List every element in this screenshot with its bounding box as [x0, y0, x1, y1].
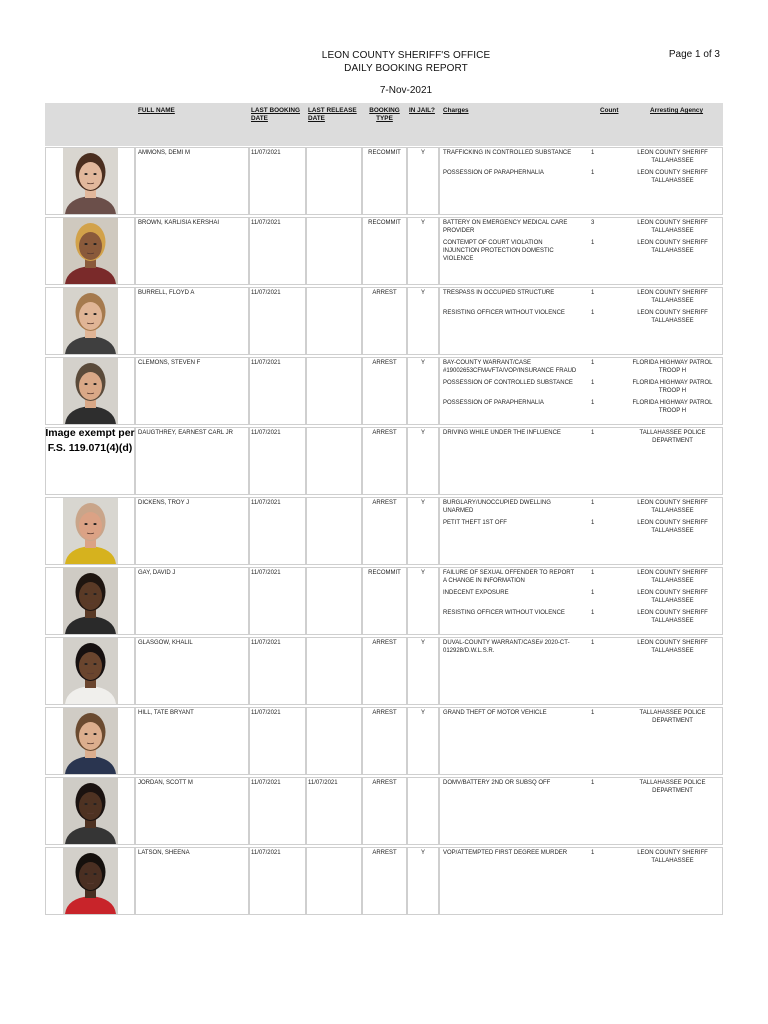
inmate-name: JORDAN, SCOTT M: [138, 780, 193, 786]
table-row: [45, 707, 723, 775]
arresting-agency: [625, 239, 720, 255]
cell-rdate: [306, 287, 362, 355]
booking-type: ARREST: [372, 640, 397, 646]
charge-text: RESISTING OFFICER WITHOUT VIOLENCE: [443, 310, 565, 316]
cell-rdate: [306, 707, 362, 775]
last-booking-date: 11/07/2021: [251, 710, 281, 716]
agency-line1: LEON COUNTY SHERIFF: [637, 500, 708, 506]
arresting-agency: [625, 499, 720, 515]
inmate-name: DICKENS, TROY J: [138, 500, 190, 506]
charge-count: 1: [591, 170, 595, 176]
cell-bdate: [249, 147, 306, 215]
col-in-jail: IN JAIL?: [409, 107, 435, 114]
arresting-agency: [625, 169, 720, 185]
cell-type: [362, 287, 407, 355]
charge-text: DOMV/BATTERY 2ND OR SUBSQ OFF: [443, 780, 551, 786]
report-date: 7-Nov-2021: [379, 85, 433, 96]
agency-line1: FLORIDA HIGHWAY PATROL: [632, 380, 713, 386]
cell-rdate: [306, 147, 362, 215]
agency-line1: LEON COUNTY SHERIFF: [637, 850, 708, 856]
charge-text: BURGLARY/UNOCCUPIED DWELLING UNARMED: [443, 500, 551, 514]
cell-jail: [407, 427, 439, 495]
inmate-name: BURRELL, FLOYD A: [138, 290, 195, 296]
col-last-booking-line1: LAST BOOKING: [251, 107, 300, 114]
agency-line1: LEON COUNTY SHERIFF: [637, 170, 708, 176]
cell-jail: [407, 707, 439, 775]
charge-count: 1: [591, 500, 595, 506]
table-row: [45, 147, 723, 215]
booking-type: RECOMMIT: [368, 570, 401, 576]
agency-line2: TROOP H: [658, 388, 687, 394]
arresting-agency: [625, 379, 720, 395]
charge-text: VOP/ATTEMPTED FIRST DEGREE MURDER: [443, 850, 568, 856]
booking-type: ARREST: [372, 430, 397, 436]
cell-jail: [407, 287, 439, 355]
booking-photo: [63, 638, 118, 704]
cell-bdate: [249, 217, 306, 285]
cell-name: [135, 497, 249, 565]
column-header-bar: [45, 103, 723, 146]
charge-count: 1: [591, 360, 595, 366]
cell-jail: [407, 777, 439, 845]
cell-name: [135, 847, 249, 915]
charge-count: 1: [591, 380, 595, 386]
agency-line1: LEON COUNTY SHERIFF: [637, 290, 708, 296]
in-jail-flag: Y: [420, 570, 425, 576]
booking-photo: [63, 568, 118, 634]
agency-line1: TALLAHASSEE POLICE: [639, 430, 706, 436]
arresting-agency: [625, 589, 720, 605]
agency-line1: TALLAHASSEE POLICE: [639, 780, 706, 786]
agency-line2: TALLAHASSEE: [651, 858, 694, 864]
charge-count: 3: [591, 220, 595, 226]
cell-type: [362, 427, 407, 495]
cell-bdate: [249, 497, 306, 565]
table-row: [45, 357, 723, 425]
agency-line2: TALLAHASSEE: [651, 318, 694, 324]
booking-type: ARREST: [372, 710, 397, 716]
col-full-name: FULL NAME: [138, 107, 175, 114]
col-count: Count: [600, 107, 619, 114]
exempt-line1: Image exempt per: [45, 427, 135, 439]
agency-line2: TALLAHASSEE: [651, 508, 694, 514]
cell-name: [135, 637, 249, 705]
arresting-agency: [625, 709, 720, 725]
arresting-agency: [625, 569, 720, 585]
cell-jail: [407, 217, 439, 285]
col-booking-type: [362, 107, 407, 123]
booking-photo: [63, 358, 118, 424]
arresting-agency: [625, 639, 720, 655]
cell-name: [135, 567, 249, 635]
cell-bdate: [249, 847, 306, 915]
inmate-name: DAUGTHREY, EARNEST CARL JR: [138, 430, 233, 436]
inmate-name: GAY, DAVID J: [138, 570, 176, 576]
arresting-agency: [625, 519, 720, 535]
booking-photo: [63, 708, 118, 774]
charge-text: BATTERY ON EMERGENCY MEDICAL CARE PROVIDER: [443, 220, 568, 234]
agency-line1: LEON COUNTY SHERIFF: [637, 240, 708, 246]
charge-text: POSSESSION OF PARAPHERNALIA: [443, 170, 544, 176]
table-row: [45, 847, 723, 915]
table-row: [45, 287, 723, 355]
charge-text: TRAFFICKING IN CONTROLLED SUBSTANCE: [443, 150, 572, 156]
agency-line2: TALLAHASSEE: [651, 298, 694, 304]
charge-count: 1: [591, 400, 595, 406]
inmate-name: LATSON, SHEENA: [138, 850, 190, 856]
booking-type: ARREST: [372, 780, 397, 786]
agency-line2: TALLAHASSEE: [651, 528, 694, 534]
cell-jail: [407, 637, 439, 705]
table-row: [45, 497, 723, 565]
charge-text: POSSESSION OF PARAPHERNALIA: [443, 400, 544, 406]
charge-count: 1: [591, 150, 595, 156]
cell-jail: [407, 147, 439, 215]
cell-type: [362, 847, 407, 915]
cell-rdate: [306, 637, 362, 705]
col-last-booking-date: [251, 107, 300, 123]
booking-type: ARREST: [372, 290, 397, 296]
last-booking-date: 11/07/2021: [251, 850, 281, 856]
agency-line1: LEON COUNTY SHERIFF: [637, 150, 708, 156]
booking-type: RECOMMIT: [368, 220, 401, 226]
booking-photo: [63, 218, 118, 284]
agency-line1: LEON COUNTY SHERIFF: [637, 570, 708, 576]
arresting-agency: [625, 849, 720, 865]
cell-rdate: [306, 847, 362, 915]
agency-line2: TALLAHASSEE: [651, 248, 694, 254]
booking-photo: [63, 498, 118, 564]
charge-text: RESISTING OFFICER WITHOUT VIOLENCE: [443, 610, 565, 616]
agency-line2: DEPARTMENT: [652, 718, 693, 724]
booking-photo: [63, 288, 118, 354]
col-last-release-line2: DATE: [308, 115, 325, 122]
last-booking-date: 11/07/2021: [251, 780, 281, 786]
cell-bdate: [249, 777, 306, 845]
charge-text: PETIT THEFT 1ST OFF: [443, 520, 507, 526]
agency-line2: TROOP H: [658, 368, 687, 374]
arresting-agency: [625, 149, 720, 165]
agency-line1: LEON COUNTY SHERIFF: [637, 220, 708, 226]
table-row: [45, 777, 723, 845]
cell-name: [135, 777, 249, 845]
charge-text: INDECENT EXPOSURE: [443, 590, 509, 596]
charge-text: DUVAL-COUNTY WARRANT/CASE# 2020-CT-012928/D.W.L.S.R.: [443, 640, 570, 654]
cell-name: [135, 217, 249, 285]
cell-rdate: [306, 217, 362, 285]
last-booking-date: 11/07/2021: [251, 570, 281, 576]
last-booking-date: 11/07/2021: [251, 220, 281, 226]
in-jail-flag: Y: [420, 850, 425, 856]
cell-jail: [407, 567, 439, 635]
cell-type: [362, 357, 407, 425]
inmate-name: HILL, TATE BRYANT: [138, 710, 194, 716]
cell-type: [362, 567, 407, 635]
last-release-date: 11/07/2021: [308, 780, 338, 786]
agency-line2: TALLAHASSEE: [651, 158, 694, 164]
charge-count: 1: [591, 610, 595, 616]
table-row: [45, 217, 723, 285]
booking-type: ARREST: [372, 850, 397, 856]
in-jail-flag: Y: [420, 430, 425, 436]
in-jail-flag: Y: [420, 500, 425, 506]
charge-count: 1: [591, 710, 595, 716]
arresting-agency: [625, 219, 720, 235]
charge-text: CONTEMPT OF COURT VIOLATION INJUNCTION PROTECTION DOMESTIC VIOLENCE: [443, 240, 554, 262]
agency-line2: TROOP H: [658, 408, 687, 414]
charge-text: GRAND THEFT OF MOTOR VEHICLE: [443, 710, 547, 716]
cell-type: [362, 217, 407, 285]
agency-line1: FLORIDA HIGHWAY PATROL: [632, 400, 713, 406]
table-row: [45, 567, 723, 635]
org-name: LEON COUNTY SHERIFF'S OFFICE: [321, 50, 491, 61]
col-booking-type-line2: TYPE: [376, 115, 393, 122]
cell-type: [362, 777, 407, 845]
col-last-release-date: [308, 107, 357, 123]
inmate-name: BROWN, KARLISIA KERSHAI: [138, 220, 220, 226]
charge-count: 1: [591, 430, 595, 436]
cell-bdate: [249, 357, 306, 425]
arresting-agency: [625, 609, 720, 625]
booking-photo: [63, 778, 118, 844]
cell-jail: [407, 357, 439, 425]
agency-line1: LEON COUNTY SHERIFF: [637, 310, 708, 316]
agency-line1: LEON COUNTY SHERIFF: [637, 610, 708, 616]
cell-name: [135, 147, 249, 215]
charge-count: 1: [591, 240, 595, 246]
arresting-agency: [625, 289, 720, 305]
image-exempt-notice: [45, 427, 135, 495]
in-jail-flag: Y: [420, 710, 425, 716]
cell-bdate: [249, 707, 306, 775]
last-booking-date: 11/07/2021: [251, 500, 281, 506]
booking-photo: [63, 848, 118, 914]
last-booking-date: 11/07/2021: [251, 640, 281, 646]
last-booking-date: 11/07/2021: [251, 360, 281, 366]
agency-line2: TALLAHASSEE: [651, 598, 694, 604]
agency-line2: TALLAHASSEE: [651, 618, 694, 624]
in-jail-flag: Y: [420, 640, 425, 646]
booking-type: ARREST: [372, 360, 397, 366]
cell-jail: [407, 497, 439, 565]
charge-count: 1: [591, 520, 595, 526]
agency-line1: TALLAHASSEE POLICE: [639, 710, 706, 716]
inmate-name: CLEMONS, STEVEN F: [138, 360, 201, 366]
cell-bdate: [249, 287, 306, 355]
charge-text: BAY-COUNTY WARRANT/CASE #19002653CFMA/FTA/VOP/INSURANCE FRAUD: [443, 360, 577, 374]
charge-text: DRIVING WHILE UNDER THE INFLUENCE: [443, 430, 561, 436]
cell-rdate: [306, 497, 362, 565]
agency-line2: DEPARTMENT: [652, 438, 693, 444]
agency-line2: TALLAHASSEE: [651, 578, 694, 584]
inmate-name: AMMONS, DEMI M: [138, 150, 190, 156]
last-booking-date: 11/07/2021: [251, 430, 281, 436]
last-booking-date: 11/07/2021: [251, 290, 281, 296]
charge-count: 1: [591, 570, 595, 576]
cell-name: [135, 287, 249, 355]
agency-line1: LEON COUNTY SHERIFF: [637, 590, 708, 596]
in-jail-flag: Y: [420, 290, 425, 296]
table-row: [45, 637, 723, 705]
charge-text: POSSESSION OF CONTROLLED SUBSTANCE: [443, 380, 573, 386]
charge-count: 1: [591, 640, 595, 646]
cell-rdate: [306, 777, 362, 845]
cell-bdate: [249, 637, 306, 705]
in-jail-flag: Y: [420, 150, 425, 156]
charge-count: 1: [591, 780, 595, 786]
col-booking-type-line1: BOOKING: [369, 107, 400, 114]
exempt-line2: F.S. 119.071(4)(d): [47, 442, 133, 454]
report-name: DAILY BOOKING REPORT: [344, 63, 468, 74]
booking-type: RECOMMIT: [368, 150, 401, 156]
charge-count: 1: [591, 850, 595, 856]
cell-bdate: [249, 427, 306, 495]
col-arresting-agency: Arresting Agency: [650, 107, 704, 114]
agency-line1: FLORIDA HIGHWAY PATROL: [632, 360, 713, 366]
agency-line2: DEPARTMENT: [652, 788, 693, 794]
charge-text: FAILURE OF SEXUAL OFFENDER TO REPORT A CHANGE IN INFORMATION: [443, 570, 575, 584]
charge-count: 1: [591, 590, 595, 596]
booking-type: ARREST: [372, 500, 397, 506]
arresting-agency: [625, 399, 720, 415]
agency-line2: TALLAHASSEE: [651, 648, 694, 654]
col-last-release-line1: LAST RELEASE: [308, 107, 357, 114]
cell-rdate: [306, 567, 362, 635]
cell-type: [362, 147, 407, 215]
agency-line1: LEON COUNTY SHERIFF: [637, 640, 708, 646]
cell-name: [135, 357, 249, 425]
charge-text: TRESPASS IN OCCUPIED STRUCTURE: [443, 290, 555, 296]
cell-bdate: [249, 567, 306, 635]
col-charges: Charges: [443, 107, 469, 114]
arresting-agency: [625, 309, 720, 325]
cell-rdate: [306, 427, 362, 495]
last-booking-date: 11/07/2021: [251, 150, 281, 156]
cell-name: [135, 707, 249, 775]
booking-photo: [63, 148, 118, 214]
agency-line2: TALLAHASSEE: [651, 178, 694, 184]
agency-line2: TALLAHASSEE: [651, 228, 694, 234]
arresting-agency: [625, 429, 720, 445]
cell-type: [362, 637, 407, 705]
cell-type: [362, 497, 407, 565]
col-last-booking-line2: DATE: [251, 115, 268, 122]
inmate-name: GLASGOW, KHALIL: [138, 640, 193, 646]
agency-line1: LEON COUNTY SHERIFF: [637, 520, 708, 526]
charge-count: 1: [591, 310, 595, 316]
cell-jail: [407, 847, 439, 915]
cell-rdate: [306, 357, 362, 425]
charge-count: 1: [591, 290, 595, 296]
table-row: [45, 427, 723, 495]
arresting-agency: [625, 779, 720, 795]
in-jail-flag: Y: [420, 220, 425, 226]
in-jail-flag: Y: [420, 360, 425, 366]
page-number: Page 1 of 3: [668, 49, 720, 60]
arresting-agency: [625, 359, 720, 375]
cell-name: [135, 427, 249, 495]
cell-type: [362, 707, 407, 775]
